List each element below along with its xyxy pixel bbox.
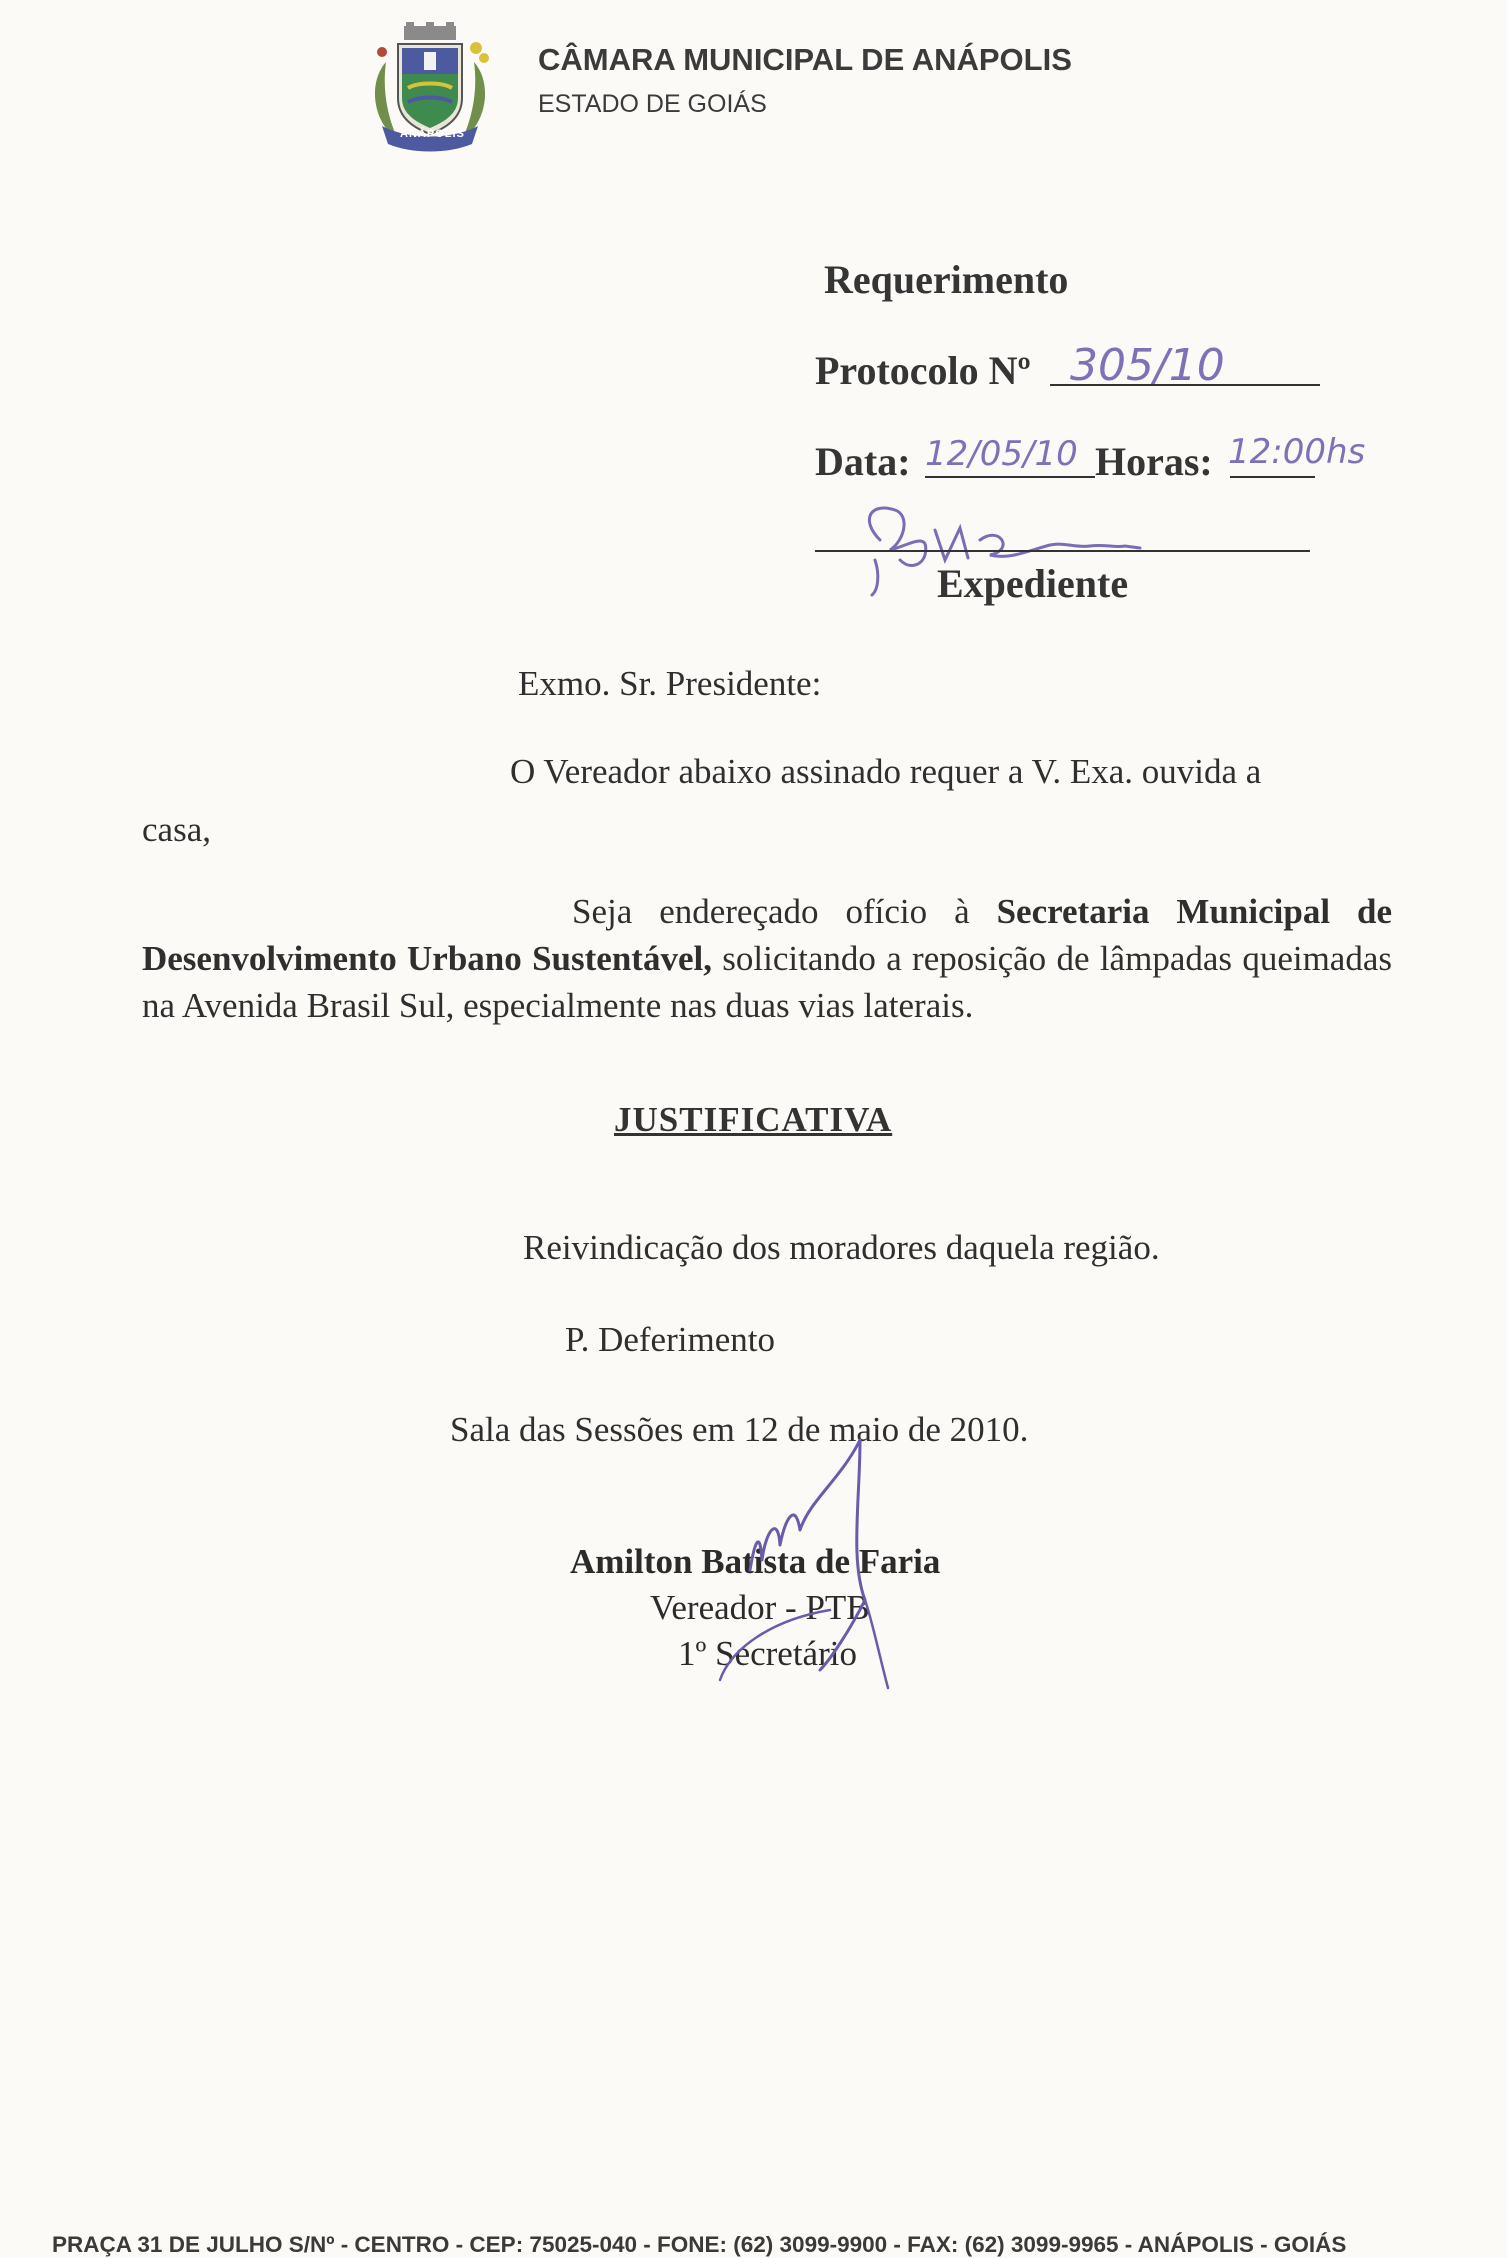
request-end: solicitando a reposição de lâmpadas queimadas na Avenida Brasil Sul, especialmente nas duas vias laterais. (142, 939, 1392, 1025)
justification-text: Reivindicação dos moradores daquela região. (523, 1228, 1160, 1267)
footer-address: PRAÇA 31 DE JULHO S/Nº - CENTRO - CEP: 75025-040 - FONE: (62) 3099-9900 - FAX: (62) 3099-9965 - ANÁPOLIS - GOIÁS (52, 2232, 1347, 2257)
justification-title: JUSTIFICATIVA (614, 1100, 893, 1139)
data-line (925, 476, 1095, 478)
data-value: 12/05/10 (925, 434, 1078, 474)
request-bold: Secretaria Municipal de Desenvolvimento Urbano Sustentável, (142, 892, 1393, 978)
horas-value: 12:00hs (1228, 432, 1366, 472)
institution-name: CÂMARA MUNICIPAL DE ANÁPOLIS (538, 42, 1072, 77)
protocolo-value: 305/10 (1070, 340, 1225, 391)
salutation: Exmo. Sr. Presidente: (518, 664, 822, 703)
department-label: Expediente (937, 561, 1129, 606)
horas-line (1230, 476, 1315, 478)
request-paragraph (142, 888, 1392, 1029)
horas-label: Horas: (1095, 439, 1213, 484)
expediente-line (815, 550, 1310, 552)
vereador-signature (700, 1420, 920, 1700)
place-date: Sala das Sessões em 12 de maio de 2010. (450, 1410, 1029, 1449)
intro-line-1: O Vereador abaixo assinado requer a V. Exa. ouvida a (510, 752, 1262, 791)
closing: P. Deferimento (565, 1320, 775, 1359)
stamp-title: Requerimento (824, 257, 1069, 302)
request-start: Seja endereçado ofício à (572, 892, 970, 931)
data-label: Data: (815, 439, 911, 484)
protocolo-label: Protocolo Nº (815, 348, 1031, 393)
state-name: ESTADO DE GOIÁS (538, 90, 767, 118)
crest-ribbon-text: ANÁPOLIS (400, 128, 465, 140)
intro-line-2: casa, (142, 810, 211, 849)
signatory-name: Amilton Batista de Faria (570, 1542, 941, 1581)
signatory-role: Vereador - PTB (650, 1588, 870, 1627)
signatory-position: 1º Secretário (678, 1634, 857, 1673)
